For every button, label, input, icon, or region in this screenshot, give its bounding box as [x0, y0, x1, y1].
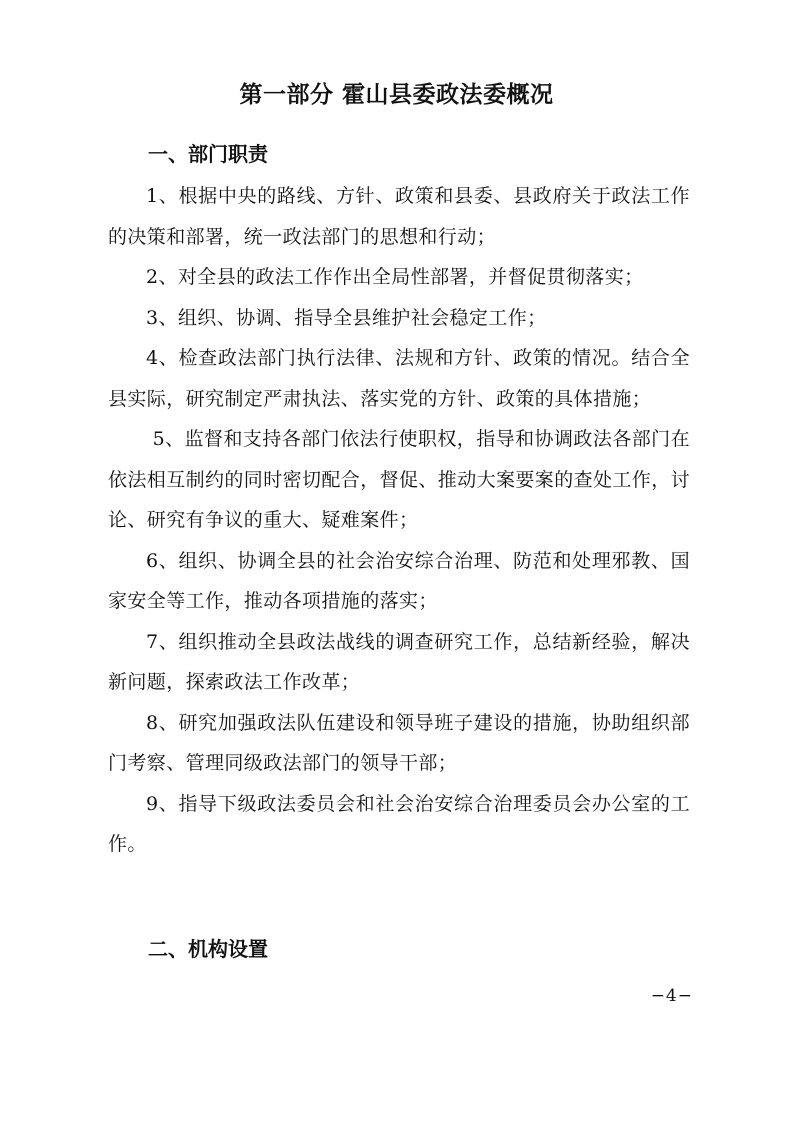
duty-item-5: 5、监督和支持各部门依法行使职权，指导和协调政法各部门在依法相互制约的同时密切配合，督促、推动大案要案的查处工作，讨论、研究有争议的重大、疑难案件；	[108, 428, 691, 531]
duty-item-6: 6、组织、协调全县的社会治安综合治理、防范和处理邪教、国家安全等工作，推动各项措施的落实；	[108, 549, 690, 612]
duty-item-4: 4、检查政法部门执行法律、法规和方针、政策的情况。结合全县实际，研究制定严肃执法、落实党的方针、政策的具体措施；	[108, 347, 690, 410]
duty-item-1: 1、根据中央的路线、方针、政策和县委、县政府关于政法工作的决策和部署，统一政法部门的思想和行动；	[108, 185, 690, 248]
duty-item-3: 3、组织、协调、指导全县维护社会稳定工作；	[146, 306, 547, 329]
section-heading-duties: 一、部门职责	[148, 142, 268, 166]
section-heading-organization: 二、机构设置	[148, 937, 268, 961]
duty-item-7: 7、组织推动全县政法战线的调查研究工作，总结新经验，解决新问题，探索政法工作改革；	[108, 630, 690, 693]
page-title: 第一部分 霍山县委政法委概况	[239, 81, 554, 108]
duty-item-2: 2、对全县的政法工作作出全局性部署，并督促贯彻落实；	[146, 266, 644, 288]
duty-item-9: 9、指导下级政法委员会和社会治安综合治理委员会办公室的工作。	[108, 792, 690, 855]
duty-item-8: 8、研究加强政法队伍建设和领导班子建设的措施，协助组织部门考察、管理同级政法部门的领导干部；	[108, 711, 690, 774]
page-number: −4−	[650, 986, 693, 1006]
duties-list	[108, 176, 690, 865]
